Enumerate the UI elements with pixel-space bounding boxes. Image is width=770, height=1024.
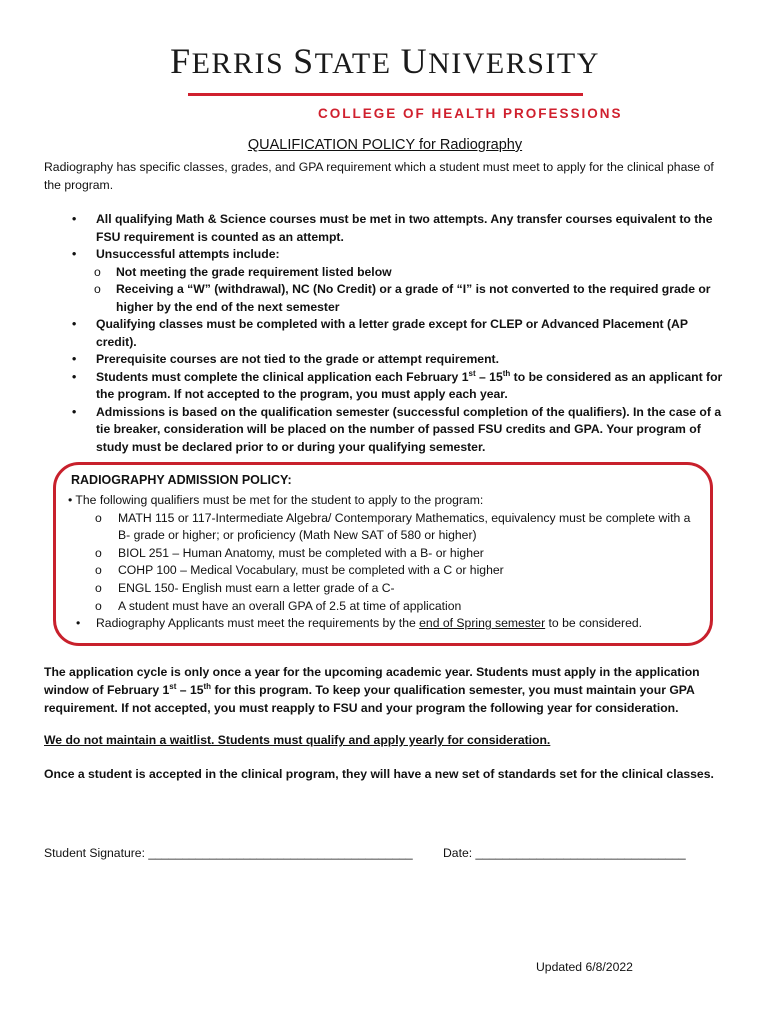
list-item: • Students must complete the clinical application each February 1st – 15th to be considered as an applicant for the program. If not accepted to the program, you must apply each year. xyxy=(72,368,723,401)
university-name: FERRIS STATE UNIVERSITY xyxy=(170,41,600,81)
policy-item: o A student must have an overall GPA of 2.5 at time of application xyxy=(68,598,703,616)
application-cycle-paragraph: The application cycle is only once a year for the upcoming academic year. Students must apply in the application window of February 1st – 15th for this program. To keep your qualification semester, you must maintain your GPA requirement. If not accepted, you must reapply to FSU and your program the following year for consideration. xyxy=(44,665,700,715)
policy-body xyxy=(68,492,703,633)
date-line[interactable]: Date: _______________________________ xyxy=(443,846,686,860)
bullet-icon: • xyxy=(72,212,77,226)
circle-bullet-icon: o xyxy=(95,563,102,578)
list-item: • All qualifying Math & Science courses must be met in two attempts. Any transfer courses equivalent to the FSU requirement is counted as an attempt. xyxy=(72,212,713,244)
bullet-icon: • xyxy=(72,404,77,419)
policy-final-item: • Radiography Applicants must meet the requirements by the end of Spring semester to be considered. xyxy=(68,615,703,633)
circle-bullet-icon: o xyxy=(95,580,102,595)
uni-part-1: ERRIS xyxy=(191,47,294,80)
list-item: • Prerequisite courses are not tied to the grade or attempt requirement. xyxy=(70,351,730,369)
header-rule xyxy=(188,93,583,96)
policy-item: o ENGL 150- English must earn a letter grade of a C- xyxy=(68,580,703,598)
circle-bullet-icon: o xyxy=(95,598,102,613)
policy-item: o COHP 100 – Medical Vocabulary, must be completed with a C or higher xyxy=(68,562,703,580)
waitlist-notice: We do not maintain a waitlist. Students must qualify and apply yearly for consideration. xyxy=(44,733,551,747)
circle-bullet-icon: o xyxy=(94,264,101,279)
bullet-icon: • xyxy=(72,369,77,384)
sub-list-item: o Not meeting the grade requirement listed below xyxy=(70,264,730,282)
uni-part-3: NIVERSITY xyxy=(428,47,600,80)
policy-item: o BIOL 251 – Human Anatomy, must be completed with a B- or higher xyxy=(68,545,703,563)
policy-heading: RADIOGRAPHY ADMISSION POLICY: xyxy=(71,473,292,487)
updated-date: Updated 6/8/2022 xyxy=(536,960,633,974)
requirements-list xyxy=(70,211,730,456)
policy-lead: • The following qualifiers must be met for the student to apply to the program: xyxy=(68,493,484,507)
clinical-standards-notice: Once a student is accepted in the clinical program, they will have a new set of standards set for the clinical classes. xyxy=(44,767,714,781)
bullet-icon: • xyxy=(72,247,77,261)
college-name: COLLEGE OF HEALTH PROFESSIONS xyxy=(318,106,623,121)
list-item: • Unsuccessful attempts include: xyxy=(70,246,730,264)
page-title: QUALIFICATION POLICY for Radiography xyxy=(247,137,523,153)
student-signature-line[interactable]: Student Signature: _______________________________________ xyxy=(44,846,413,860)
sub-list-item: o Receiving a “W” (withdrawal), NC (No Credit) or a grade of “I” is not converted to the required grade or higher by the end of the next semester xyxy=(94,282,711,314)
bullet-icon: • xyxy=(72,352,77,366)
list-item: • Admissions is based on the qualification semester (successful completion of the qualifiers). In the case of a tie breaker, consideration will be placed on the number of passed FSU credits and GPA. Your program of study must be declared prior to or during your qualifying semester. xyxy=(72,404,722,454)
circle-bullet-icon: o xyxy=(95,545,102,560)
circle-bullet-icon: o xyxy=(94,282,101,296)
circle-bullet-icon: o xyxy=(95,510,102,525)
policy-item: o MATH 115 or 117-Intermediate Algebra/ Contemporary Mathematics, equivalency must be complete with a B- grade or higher; or proficiency (Math New SAT of 580 or higher) xyxy=(95,510,691,543)
list-item: • Qualifying classes must be completed with a letter grade except for CLEP or Advanced Placement (AP credit). xyxy=(72,317,688,349)
bullet-icon: • xyxy=(72,317,77,331)
bullet-icon: • xyxy=(76,616,81,631)
uni-part-2: TATE xyxy=(314,47,401,80)
intro-paragraph: Radiography has specific classes, grades, and GPA requirement which a student must meet to apply for the clinical phase of the program. xyxy=(44,160,714,192)
